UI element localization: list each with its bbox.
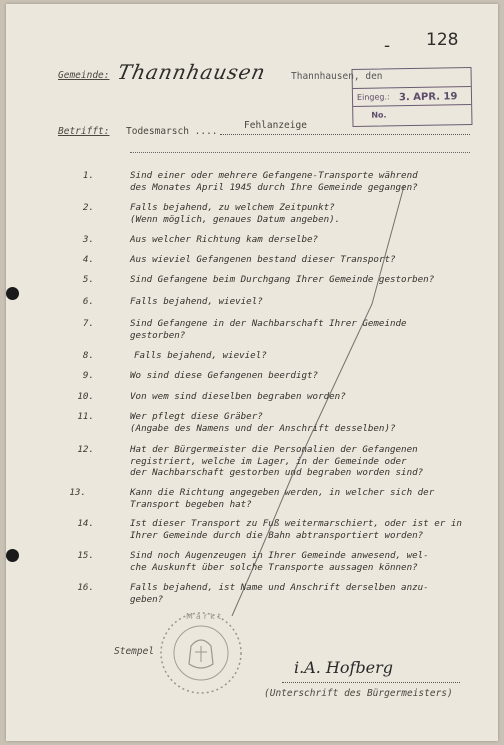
question-text: Falls bejahend, zu welchem Zeitpunkt? (Wenn möglich, genaues Datum angeben).	[130, 202, 341, 225]
page-number-dash: -	[384, 36, 391, 56]
question-number: 12.	[77, 444, 94, 455]
question-text: Sind Gefangene beim Durchgang Ihrer Gemeinde gestorben?	[130, 274, 435, 285]
question-number: 2.	[82, 202, 94, 213]
question-number: 1.	[82, 170, 94, 181]
question-number: 6.	[82, 296, 94, 307]
question-number: 9.	[82, 370, 94, 381]
question-number: 15.	[77, 550, 94, 561]
gemeinde-name: Thannhausen	[115, 60, 269, 84]
signature-caption: (Unterschrift des Bürgermeisters)	[264, 688, 453, 699]
question-number: 10.	[77, 391, 94, 402]
betrifft-text: Todesmarsch ....	[126, 126, 218, 137]
fehlanzeige-note: Fehlanzeige	[244, 120, 307, 131]
question-number: 16.	[77, 582, 94, 593]
receipt-stamp-date: 3. APR. 19	[398, 91, 458, 104]
question-text: Aus welcher Richtung kam derselbe?	[130, 234, 319, 245]
receipt-stamp-eing-label: Eingeg.:	[356, 92, 390, 102]
question-number: 11.	[77, 411, 94, 422]
question-text: Sind einer oder mehrere Gefangene-Transporte während des Monates April 1945 durch Ihre Gemeinde gegangen?	[130, 170, 418, 193]
question-text: Von wem sind dieselben begraben worden?	[130, 391, 346, 402]
question-number: 14.	[77, 518, 94, 529]
betrifft-label: Betrifft:	[58, 126, 110, 137]
page-number: 128	[426, 30, 459, 50]
question-number: 4.	[82, 254, 94, 265]
signature-rule	[282, 682, 460, 683]
seal-text: Markt	[186, 612, 224, 621]
question-text: Aus wieviel Gefangenen bestand dieser Transport?	[130, 254, 396, 265]
question-number: 8.	[82, 350, 94, 361]
question-text: Hat der Bürgermeister die Personalien der Gefangenen registriert, welche im Lager, in der Gemeinde oder der Nachbarschaft gestorben und begraben worden sind?	[130, 444, 424, 478]
question-text: Falls bejahend, wieviel?	[134, 350, 267, 361]
question-text: Sind noch Augenzeugen in Ihrer Gemeinde anwesend, wel- che Auskunft über solche Transporte aussagen können?	[130, 550, 429, 573]
question-text: Ist dieser Transport zu Fuß weitermarschiert, oder ist er in Ihrer Gemeinde durch die Bahn abtransportiert worden?	[130, 518, 462, 541]
gemeinde-label: Gemeinde:	[58, 70, 110, 81]
question-text: Wer pflegt diese Gräber? (Angabe des Namens und der Anschrift desselben)?	[130, 411, 396, 434]
question-number: 3.	[82, 234, 94, 245]
document-page	[6, 4, 498, 741]
question-number: 7.	[82, 318, 94, 329]
signature: i.A. Hofberg	[294, 658, 394, 677]
question-text: Kann die Richtung angegeben werden, in welcher sich der Transport begeben hat?	[130, 487, 435, 510]
receipt-stamp-no-label: No.	[371, 110, 387, 120]
question-text: Sind Gefangene in der Nachbarschaft Ihrer Gemeinde gestorben?	[130, 318, 407, 341]
official-seal-icon	[156, 608, 246, 698]
stempel-label: Stempel	[114, 646, 155, 657]
question-number: 13.	[69, 487, 86, 498]
question-text: Falls bejahend, ist Name und Anschrift derselben anzu- geben?	[130, 582, 429, 605]
landkreis-text: Thannhausen, den	[291, 71, 383, 82]
question-number: 5.	[82, 274, 94, 285]
question-text: Falls bejahend, wieviel?	[130, 296, 263, 307]
question-text: Wo sind diese Gefangenen beerdigt?	[130, 370, 319, 381]
strike-through-line	[6, 4, 498, 741]
